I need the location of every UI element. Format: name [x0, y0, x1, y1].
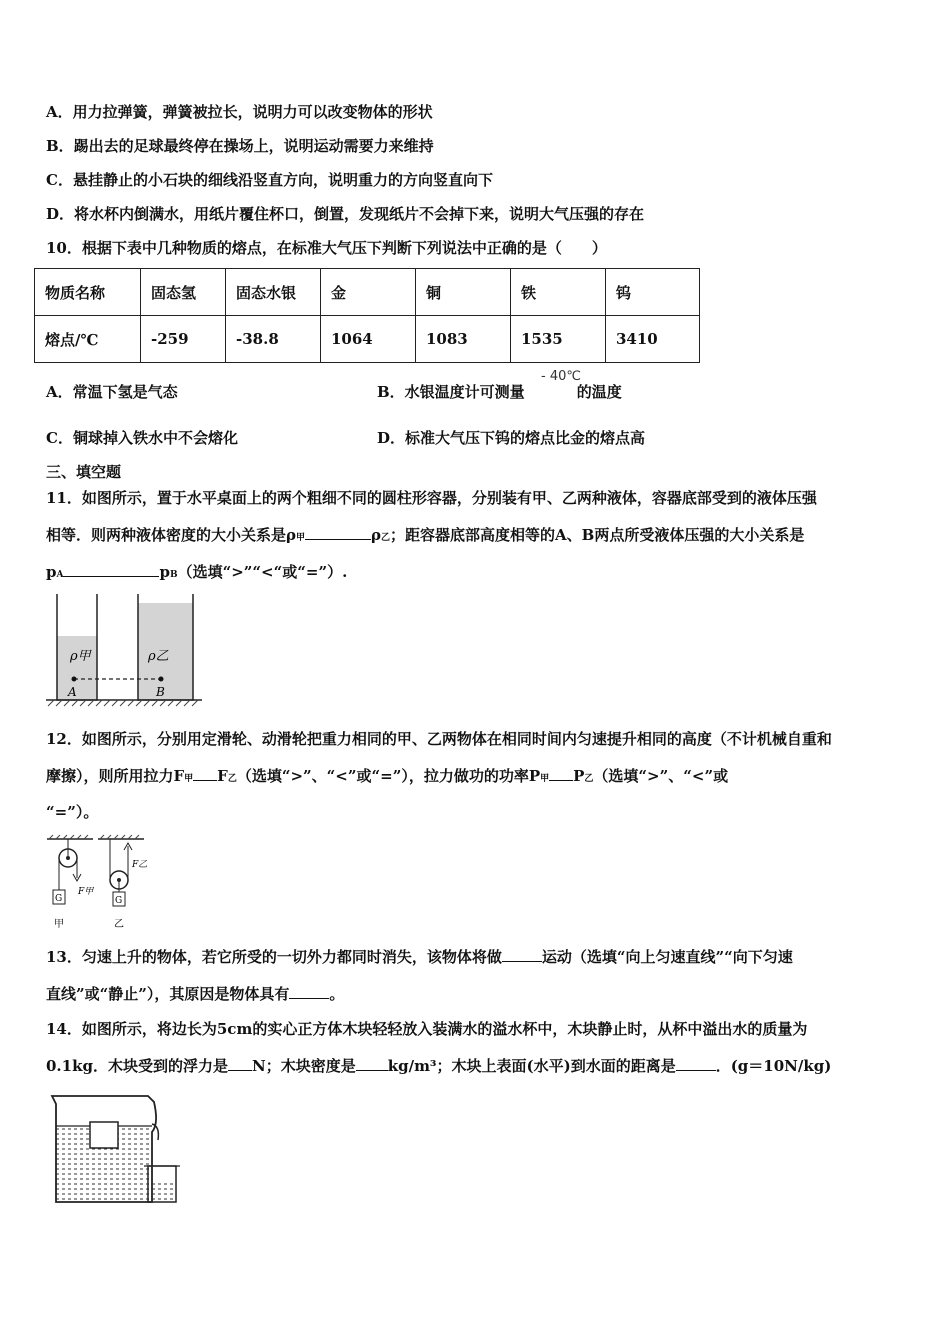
- table-cell: -38.8: [226, 316, 321, 363]
- subscript: 甲: [540, 774, 550, 784]
- q14-text: kg/m³；木块上表面(水平)到水面的距离是: [387, 1057, 676, 1075]
- q11-text: ；距容器底部高度相等的A、B两点所受液体压强的大小关系是: [390, 526, 805, 544]
- table-cell: 金: [321, 269, 416, 316]
- q12-line1: 12．如图所示，分别用定滑轮、动滑轮把重力相同的甲、乙两物体在相同时间内匀速提升相同的高度（不计机械自重和: [46, 730, 832, 748]
- q14-line2: [46, 1056, 831, 1076]
- q13-text: 运动（选填“向上匀速直线”“向下匀速: [541, 948, 793, 966]
- overflow-cup-figure: [44, 1092, 189, 1207]
- label-yi: 乙: [114, 919, 124, 930]
- table-cell: 钨: [606, 269, 700, 316]
- liquid-jia: [57, 636, 97, 699]
- label-b: B: [156, 685, 165, 699]
- q9-option-d: D．将水杯内倒满水，用纸片覆住杯口，倒置，发现纸片不会掉下来，说明大气压强的存在: [46, 205, 645, 223]
- q12-line2: [46, 766, 728, 789]
- q13-text: 13．匀速上升的物体，若它所受的一切外力都同时消失，该物体将做: [46, 948, 502, 966]
- q10-option-d: D．标准大气压下钨的熔点比金的熔点高: [377, 429, 646, 447]
- table-row: [35, 316, 700, 363]
- label-rho-yi: ρ乙: [148, 649, 169, 664]
- subscript: 甲: [184, 774, 194, 784]
- melting-point-table: [34, 268, 700, 363]
- pulleys-figure: [44, 834, 164, 934]
- q10-option-b: [377, 382, 622, 402]
- table-cell: 铜: [416, 269, 511, 316]
- table-cell: 固态水银: [226, 269, 321, 316]
- label-jia: 甲: [54, 919, 64, 930]
- q12-text: （选填“>”、“<”或: [593, 767, 729, 785]
- q10-option-b-post: 的温度: [576, 383, 622, 401]
- table-cell: -259: [141, 316, 226, 363]
- q14-text: N；木块密度是: [251, 1057, 356, 1075]
- q10-option-c: C．铜球掉入铁水中不会熔化: [46, 429, 238, 447]
- label-a: A: [68, 685, 77, 699]
- q10-stem: 10．根据下表中几种物质的熔点，在标准大气压下判断下列说法中正确的是（ ）: [46, 239, 607, 257]
- q12-text: P: [573, 767, 585, 785]
- q11-line2: [46, 525, 804, 548]
- label-f-jia: F甲: [78, 887, 94, 897]
- answer-blank[interactable]: [305, 525, 371, 540]
- q11-line3: [46, 562, 347, 585]
- q11-text: p: [46, 563, 57, 581]
- subscript: 乙: [227, 774, 237, 784]
- q11-line1: 11．如图所示，置于水平桌面上的两个粗细不同的圆柱形容器，分别装有甲、乙两种液体，容器底部受到的液体压强: [46, 489, 817, 507]
- q9-option-a: A．用力拉弹簧，弹簧被拉长，说明力可以改变物体的形状: [46, 103, 433, 121]
- q9-option-b: B．踢出去的足球最终停在操场上，说明运动需要力来维持: [46, 137, 434, 155]
- q12-line3: “=”）。: [46, 803, 99, 821]
- point-b: [159, 677, 164, 682]
- subscript: A: [56, 570, 64, 580]
- q9-option-c: C．悬挂静止的小石块的细线沿竖直方向，说明重力的方向竖直向下: [46, 171, 493, 189]
- table-cell: 3410: [606, 316, 700, 363]
- table-cell: 1083: [416, 316, 511, 363]
- q13-line2: [46, 984, 344, 1004]
- q11-text: ρ: [371, 526, 381, 544]
- table-cell: 固态氢: [141, 269, 226, 316]
- subscript: 甲: [295, 533, 305, 543]
- containers-figure: [44, 590, 204, 710]
- label-rho-jia: ρ甲: [70, 649, 91, 664]
- answer-blank[interactable]: [549, 766, 573, 781]
- q13-text: 直线”或“静止”），其原因是物体具有: [46, 985, 290, 1003]
- q13-line1: [46, 947, 793, 967]
- table-cell: 1064: [321, 316, 416, 363]
- overflow-water: [150, 1180, 174, 1200]
- subscript: B: [169, 570, 178, 580]
- point-a: [72, 677, 77, 682]
- table-cell: 物质名称: [35, 269, 141, 316]
- section-title: 三、填空题: [46, 463, 122, 481]
- label-f-yi: F乙: [132, 860, 148, 870]
- q14-text: ．(g＝10N/kg): [715, 1057, 832, 1075]
- wood-block: [90, 1122, 118, 1148]
- table-cell: 铁: [511, 269, 606, 316]
- q12-text: 摩擦），则所用拉力F: [46, 767, 185, 785]
- q14-text: 0.1kg．木块受到的浮力是: [46, 1057, 228, 1075]
- subscript: 乙: [584, 774, 594, 784]
- answer-blank[interactable]: [289, 984, 329, 999]
- q11-text: p: [159, 563, 170, 581]
- q12-text: （选填“>”、“<”或“=”），拉力做功的功率P: [236, 767, 541, 785]
- table-row: [35, 269, 700, 316]
- answer-blank[interactable]: [63, 562, 159, 577]
- table-cell: 1535: [511, 316, 606, 363]
- answer-blank[interactable]: [676, 1056, 716, 1071]
- table-cell: 熔点/℃: [35, 316, 141, 363]
- answer-blank[interactable]: [193, 766, 217, 781]
- answer-blank[interactable]: [228, 1056, 252, 1071]
- answer-blank[interactable]: [502, 947, 542, 962]
- q10-option-a: A．常温下氢是气态: [46, 383, 178, 401]
- q13-text: 。: [329, 985, 345, 1003]
- label-g: G: [55, 894, 63, 904]
- q12-text: F: [217, 767, 228, 785]
- surface-hatching: [48, 700, 198, 706]
- q14-line1: 14．如图所示，将边长为5cm的实心正方体木块轻轻放入装满水的溢水杯中，木块静止时，从杯中溢出水的质量为: [46, 1020, 808, 1038]
- temperature-value: - 40℃: [541, 369, 581, 384]
- label-g: G: [115, 896, 123, 906]
- q10-option-b-pre: B．水银温度计可测量: [377, 383, 525, 401]
- subscript: 乙: [380, 533, 390, 543]
- q11-text: 相等．则两种液体密度的大小关系是ρ: [46, 526, 296, 544]
- q11-text: （选填“>”“<“或“=”）.: [177, 563, 348, 581]
- answer-blank[interactable]: [356, 1056, 388, 1071]
